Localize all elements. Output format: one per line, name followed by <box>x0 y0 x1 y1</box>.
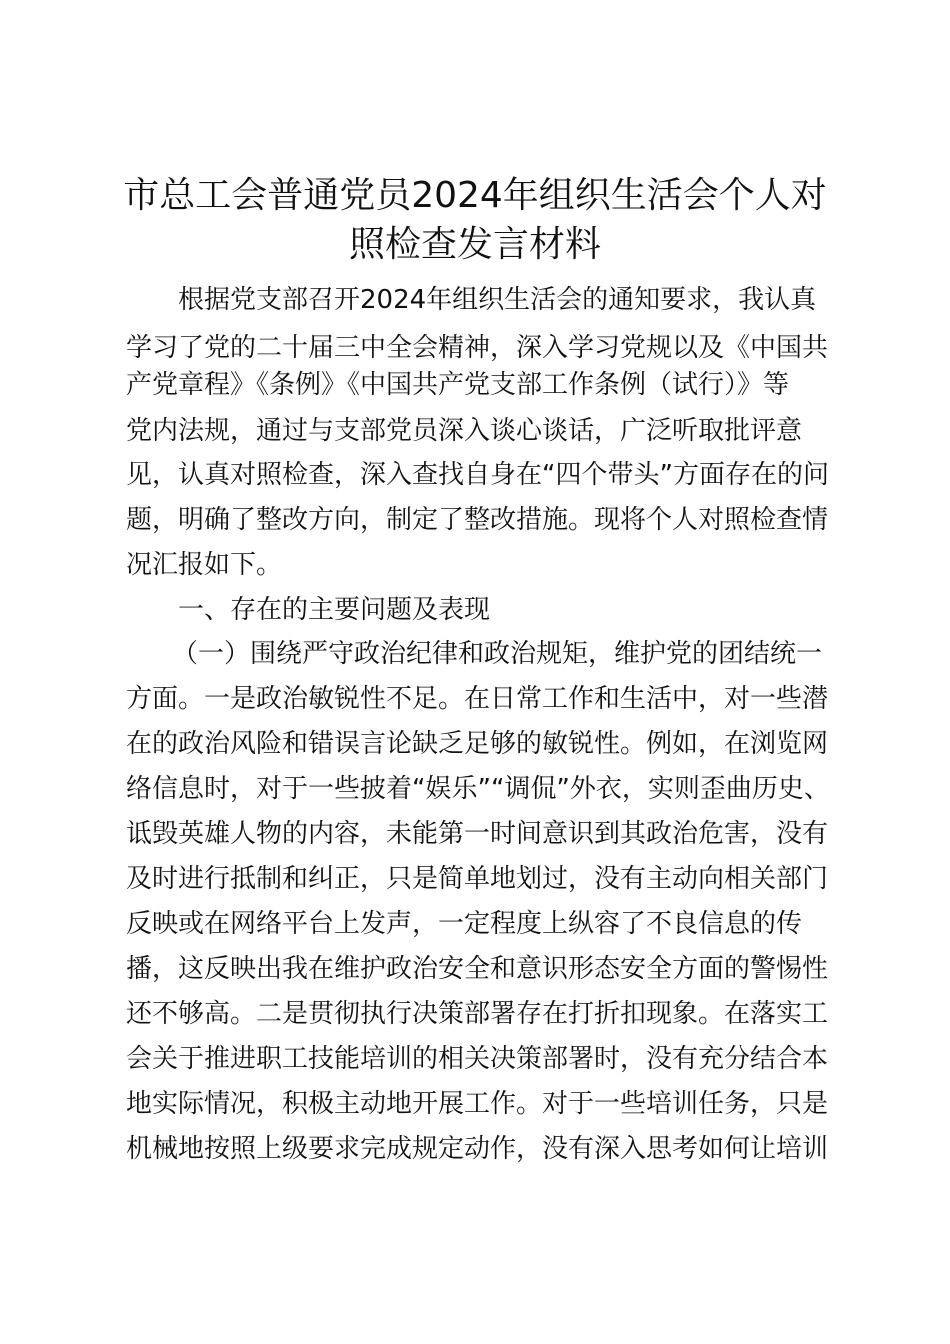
section-heading: 一、存在的主要问题及表现 <box>178 595 491 625</box>
paragraph-line: 见，认真对照检查，深入查找自身在“四个带头”方面存在的问 <box>126 460 829 490</box>
paragraph-line: 播，这反映出我在维护政治安全和意识形态安全方面的警惕性 <box>126 954 829 984</box>
paragraph-line: 党内法规，通过与支部党员深入谈心谈话，广泛听取批评意 <box>126 416 803 446</box>
paragraph-line: 地实际情况，积极主动地开展工作。对于一些培训任务，只是 <box>126 1089 829 1119</box>
paragraph-line: 络信息时，对于一些披着“娱乐”“调侃”外衣，实则歪曲历史、 <box>126 774 830 804</box>
paragraph-line: 在的政治风险和错误言论缺乏足够的敏锐性。例如，在浏览网 <box>126 729 829 759</box>
paragraph-line: 及时进行抵制和纠正，只是简单地划过，没有主动向相关部门 <box>126 864 829 894</box>
paragraph-line: 题，明确了整改方向，制定了整改措施。现将个人对照检查情 <box>126 505 829 535</box>
paragraph-line: 会关于推进职工技能培训的相关决策部署时，没有充分结合本 <box>126 1044 829 1074</box>
subsection-heading: （一）围绕严守政治纪律和政治规矩，维护党的团结统一 <box>172 639 823 669</box>
paragraph-line: 诋毁英雄人物的内容，未能第一时间意识到其政治危害，没有 <box>126 819 829 849</box>
paragraph-line: 产党章程》《条例》《中国共产党支部工作条例（试行）》等 <box>126 370 790 400</box>
paragraph-line: 学习了党的二十届三中全会精神，深入学习党规以及《中国共 <box>126 333 829 363</box>
paragraph-line: 根据党支部召开2024年组织生活会的通知要求，我认真 <box>178 285 817 315</box>
paragraph-line: 反映或在网络平台上发声，一定程度上纵容了不良信息的传 <box>126 909 803 939</box>
paragraph-line: 机械地按照上级要求完成规定动作，没有深入思考如何让培训 <box>126 1134 829 1164</box>
paragraph-line: 还不够高。二是贯彻执行决策部署存在打折扣现象。在落实工 <box>126 999 829 1029</box>
document-title-line-1: 市总工会普通党员2024年组织生活会个人对 <box>123 175 827 216</box>
document-title-line-2: 照检查发言材料 <box>348 224 601 265</box>
paragraph-line: 方面。一是政治敏锐性不足。在日常工作和生活中，对一些潜 <box>126 684 829 714</box>
paragraph-line: 况汇报如下。 <box>126 550 283 580</box>
